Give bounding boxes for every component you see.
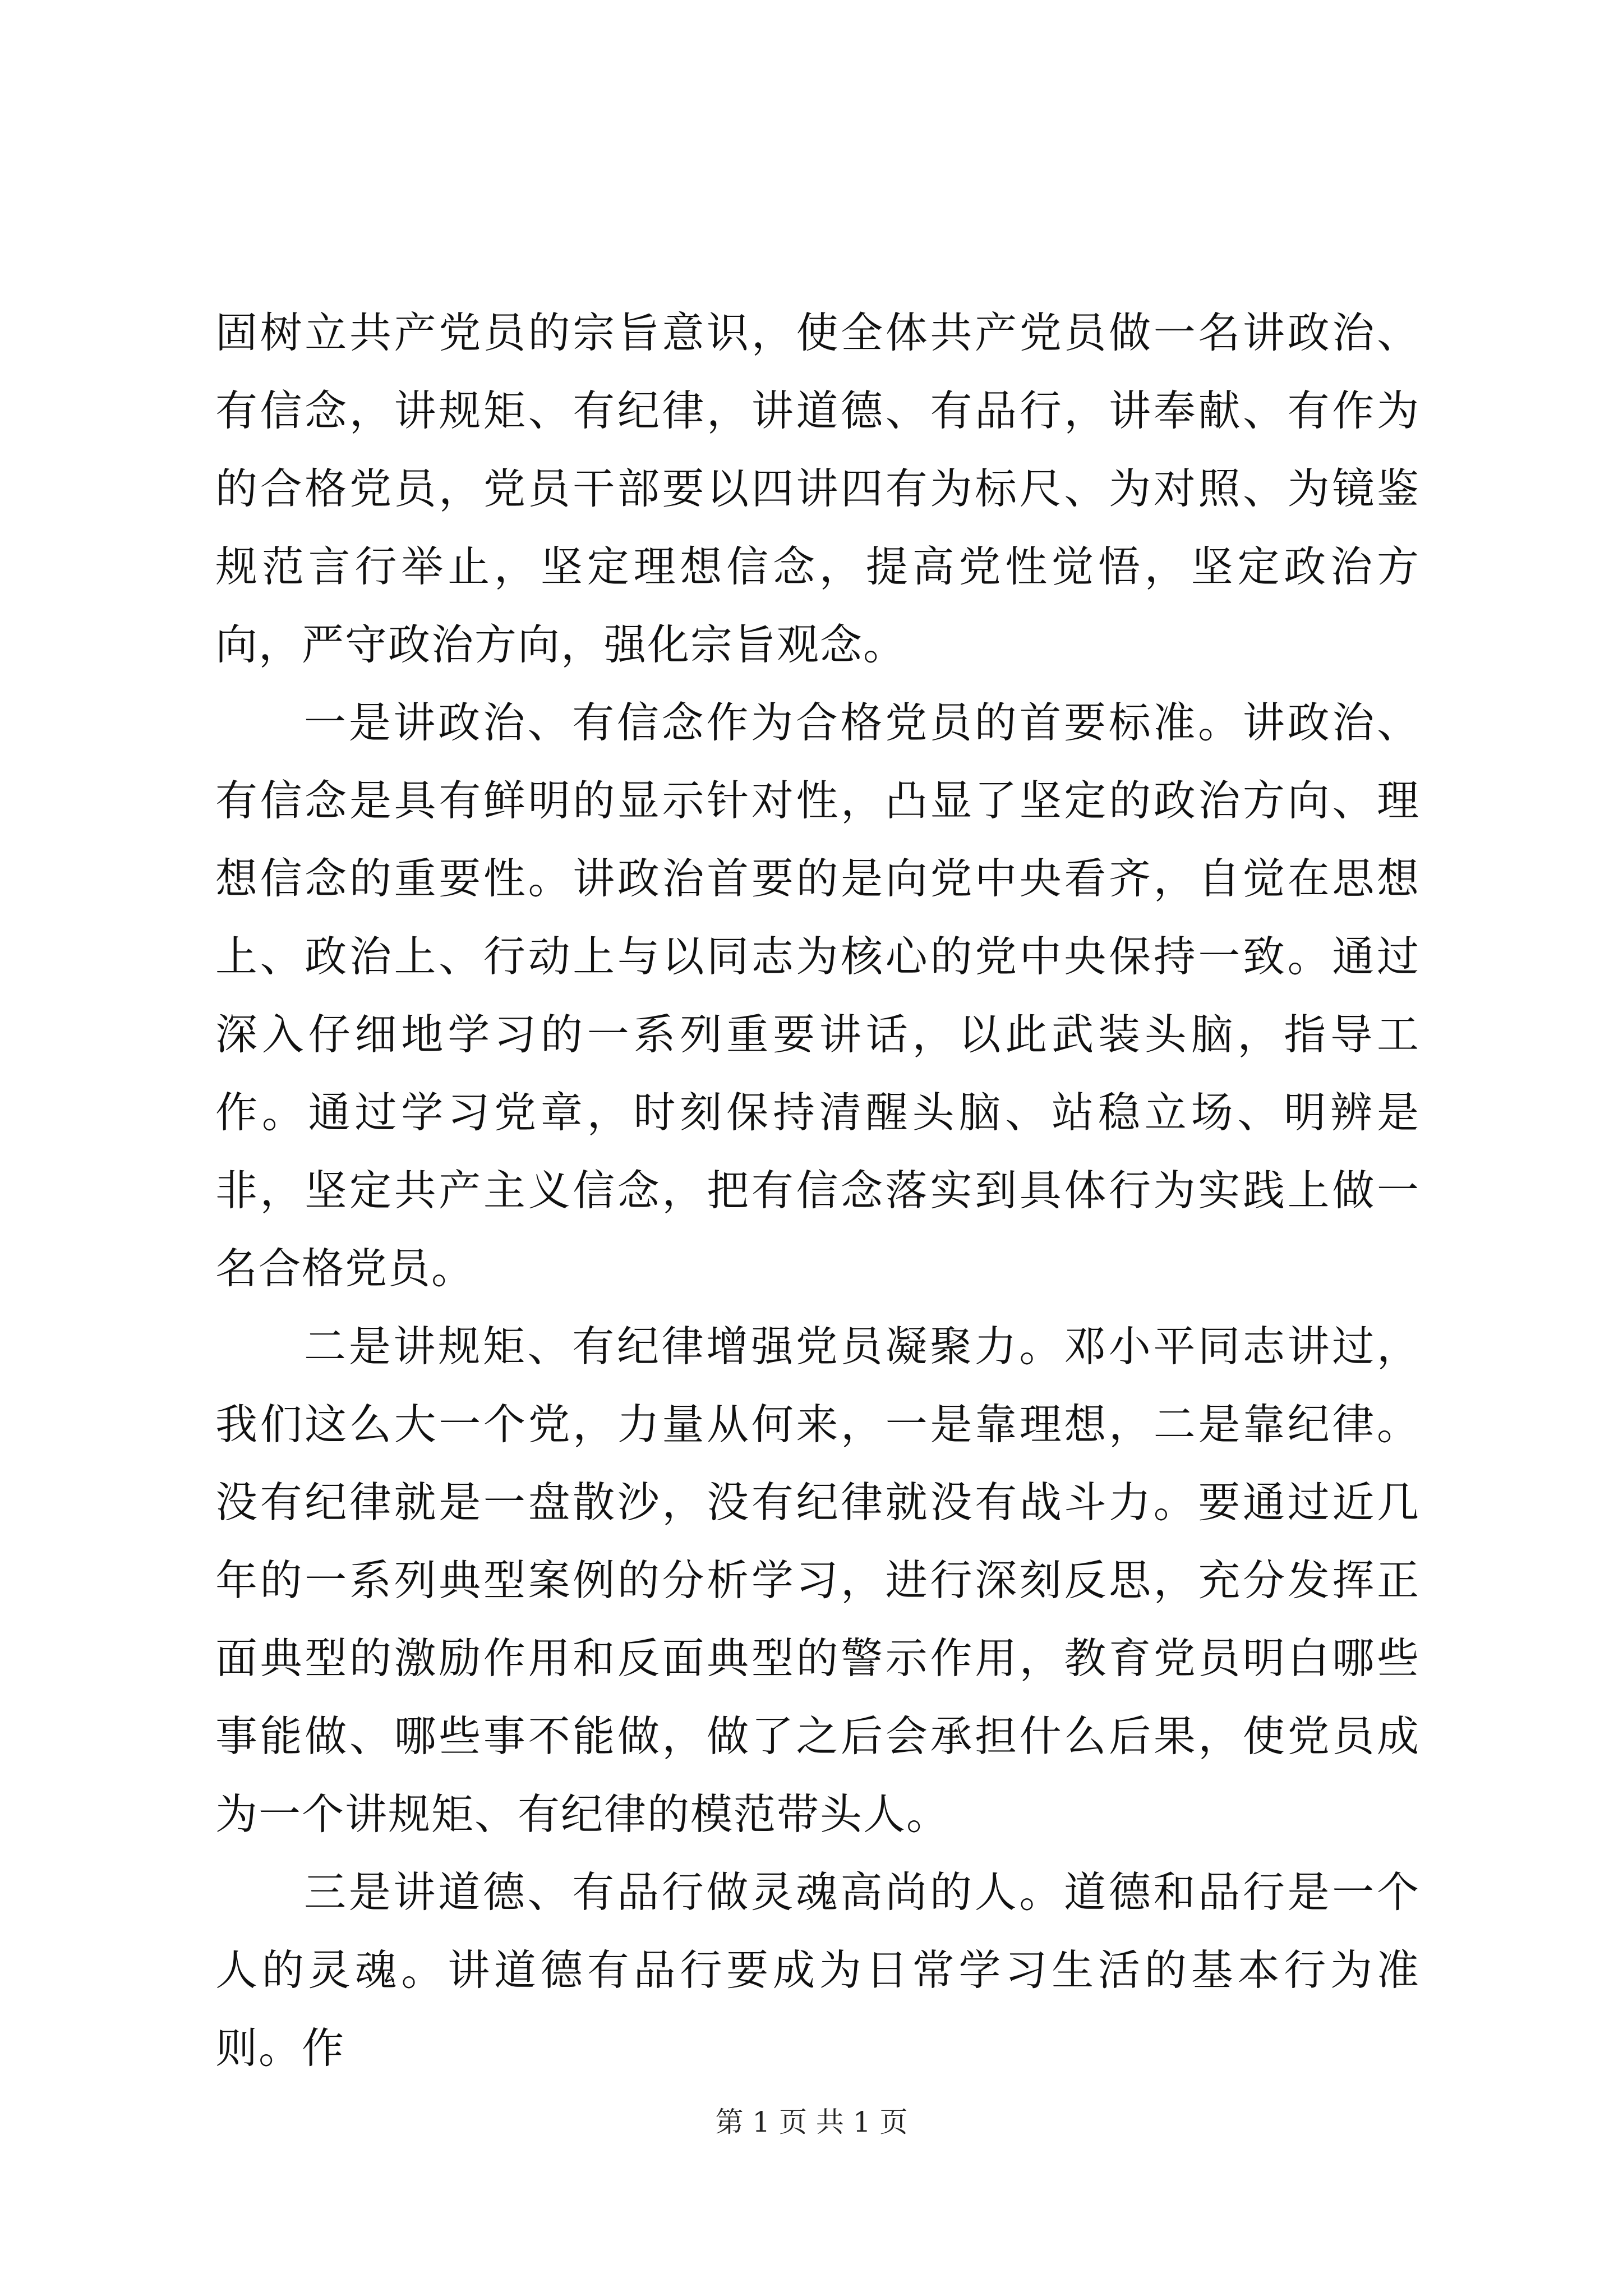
paragraph-point-one: 一是讲政治、有信念作为合格党员的首要标准。讲政治、有信念是具有鲜明的显示针对性，凸显了坚定的政治方向、理想信念的重要性。讲政治首要的是向党中央看齐，自觉在思想上、政治上、行动上与以同志为核心的党中央保持一致。通过深入仔细地学习的一系列重要讲话，以此武装头脑，指导工作。通过学习党章，时刻保持清醒头脑、站稳立场、明辨是非，坚定共产主义信念，把有信念落实到具体行为实践上做一名合格党员。 bbox=[215, 698, 1420, 1293]
document-body bbox=[215, 294, 1420, 2087]
paragraph-point-two: 二是讲规矩、有纪律增强党员凝聚力。邓小平同志讲过，我们这么大一个党，力量从何来，一是靠理想，二是靠纪律。没有纪律就是一盘散沙，没有纪律就没有战斗力。要通过近几年的一系列典型案例的分析学习，进行深刻反思，充分发挥正面典型的激励作用和反面典型的警示作用，教育党员明白哪些事能做、哪些事不能做，做了之后会承担什么后果，使党员成为一个讲规矩、有纪律的模范带头人。 bbox=[215, 1322, 1420, 1839]
paragraph-point-three: 三是讲道德、有品行做灵魂高尚的人。道德和品行是一个人的灵魂。讲道德有品行要成为日常学习生活的基本行为准则。作 bbox=[215, 1867, 1420, 2073]
paragraph-continuation: 固树立共产党员的宗旨意识，使全体共产党员做一名讲政治、有信念，讲规矩、有纪律，讲道德、有品行，讲奉献、有作为的合格党员，党员干部要以四讲四有为标尺、为对照、为镜鉴规范言行举止，坚定理想信念，提高党性觉悟，坚定政治方向，严守政治方向，强化宗旨观念。 bbox=[215, 308, 1420, 669]
page-footer: 第 1 页 共 1 页 bbox=[715, 2106, 908, 2138]
